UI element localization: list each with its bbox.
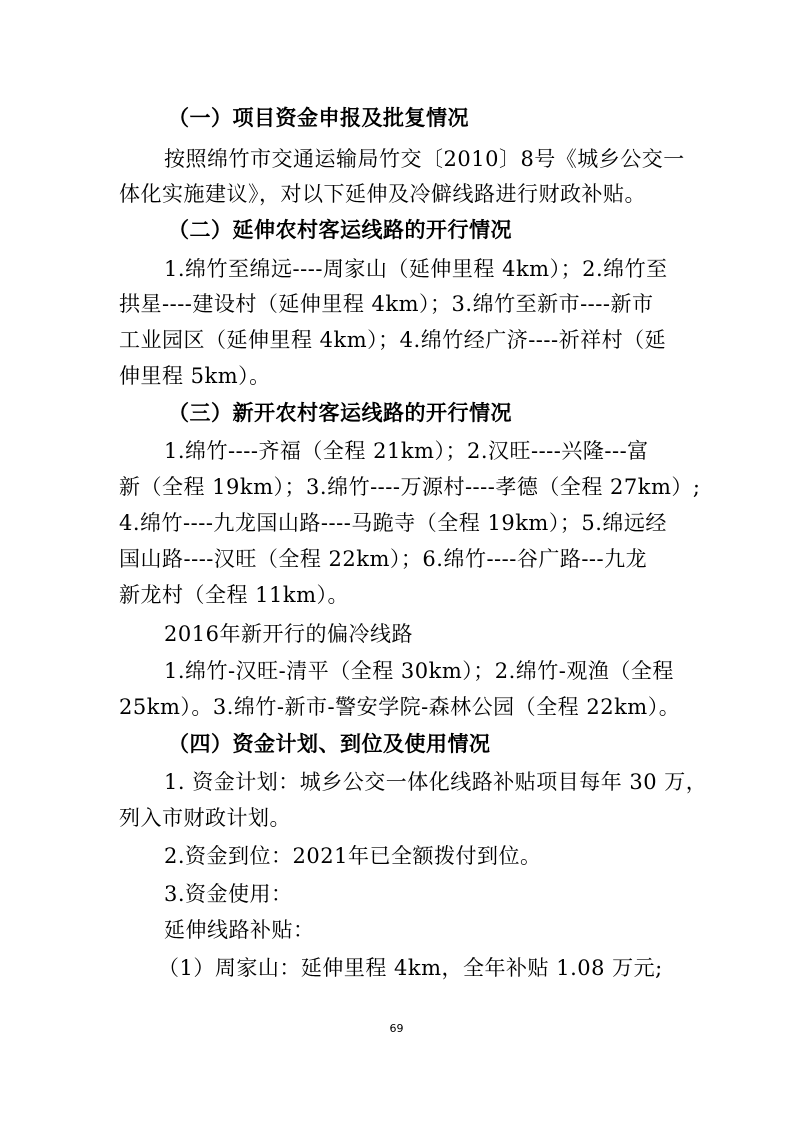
heading-section-4: （四）资金计划、到位及使用情况 bbox=[168, 731, 491, 756]
paragraph-line: 工业园区（延伸里程 4km）；4.绵竹经广济----祈祥村（延 bbox=[119, 328, 667, 352]
paragraph-line: 新（全程 19km）；3.绵竹----万源村----孝德（全程 27km）; bbox=[119, 475, 701, 499]
paragraph-line: 3.资金使用： bbox=[164, 882, 293, 906]
heading-section-3: （三）新开农村客运线路的开行情况 bbox=[168, 400, 512, 425]
page-number: 69 bbox=[389, 1022, 404, 1035]
paragraph-line: 1.绵竹----齐福（全程 21km）；2.汉旺----兴隆---富 bbox=[164, 439, 649, 463]
paragraph-line: （1）周家山：延伸里程 4km，全年补贴 1.08 万元; bbox=[158, 956, 663, 980]
paragraph-line: 新龙村（全程 11km）。 bbox=[119, 583, 350, 607]
paragraph-line: 伸里程 5km）。 bbox=[119, 364, 271, 388]
paragraph-line: 25km）。3.绵竹-新市-警安学院-森林公园（全程 22km）。 bbox=[119, 695, 681, 719]
subheading-line: 2016年新开行的偏冷线路 bbox=[164, 622, 413, 646]
paragraph-line: 列入市财政计划。 bbox=[119, 806, 291, 830]
paragraph-line: 2.资金到位：2021年已全额拨付到位。 bbox=[164, 844, 542, 868]
paragraph-line: 1.绵竹-汉旺-清平（全程 30km）；2.绵竹-观渔（全程 bbox=[164, 659, 674, 683]
heading-section-2: （二）延伸农村客运线路的开行情况 bbox=[168, 217, 512, 242]
paragraph-line: 国山路----汉旺（全程 22km）；6.绵竹----谷广路---九龙 bbox=[119, 547, 648, 571]
paragraph-line: 体化实施建议》，对以下延伸及冷僻线路进行财政补贴。 bbox=[119, 182, 646, 206]
paragraph-line: 1.绵竹至绵远----周家山（延伸里程 4km）；2.绵竹至 bbox=[164, 257, 668, 281]
heading-section-1: （一）项目资金申报及批复情况 bbox=[168, 105, 469, 130]
paragraph-line: 1. 资金计划：城乡公交一体化线路补贴项目每年 30 万， bbox=[164, 770, 708, 794]
paragraph-line: 拱星----建设村（延伸里程 4km）；3.绵竹至新市----新市 bbox=[119, 292, 654, 316]
paragraph-line: 按照绵竹市交通运输局竹交〔2010〕8号《城乡公交一 bbox=[164, 147, 685, 171]
paragraph-line: 延伸线路补贴： bbox=[164, 918, 315, 942]
paragraph-line: 4.绵竹----九龙国山路----马跪寺（全程 19km）；5.绵远经 bbox=[119, 511, 667, 535]
